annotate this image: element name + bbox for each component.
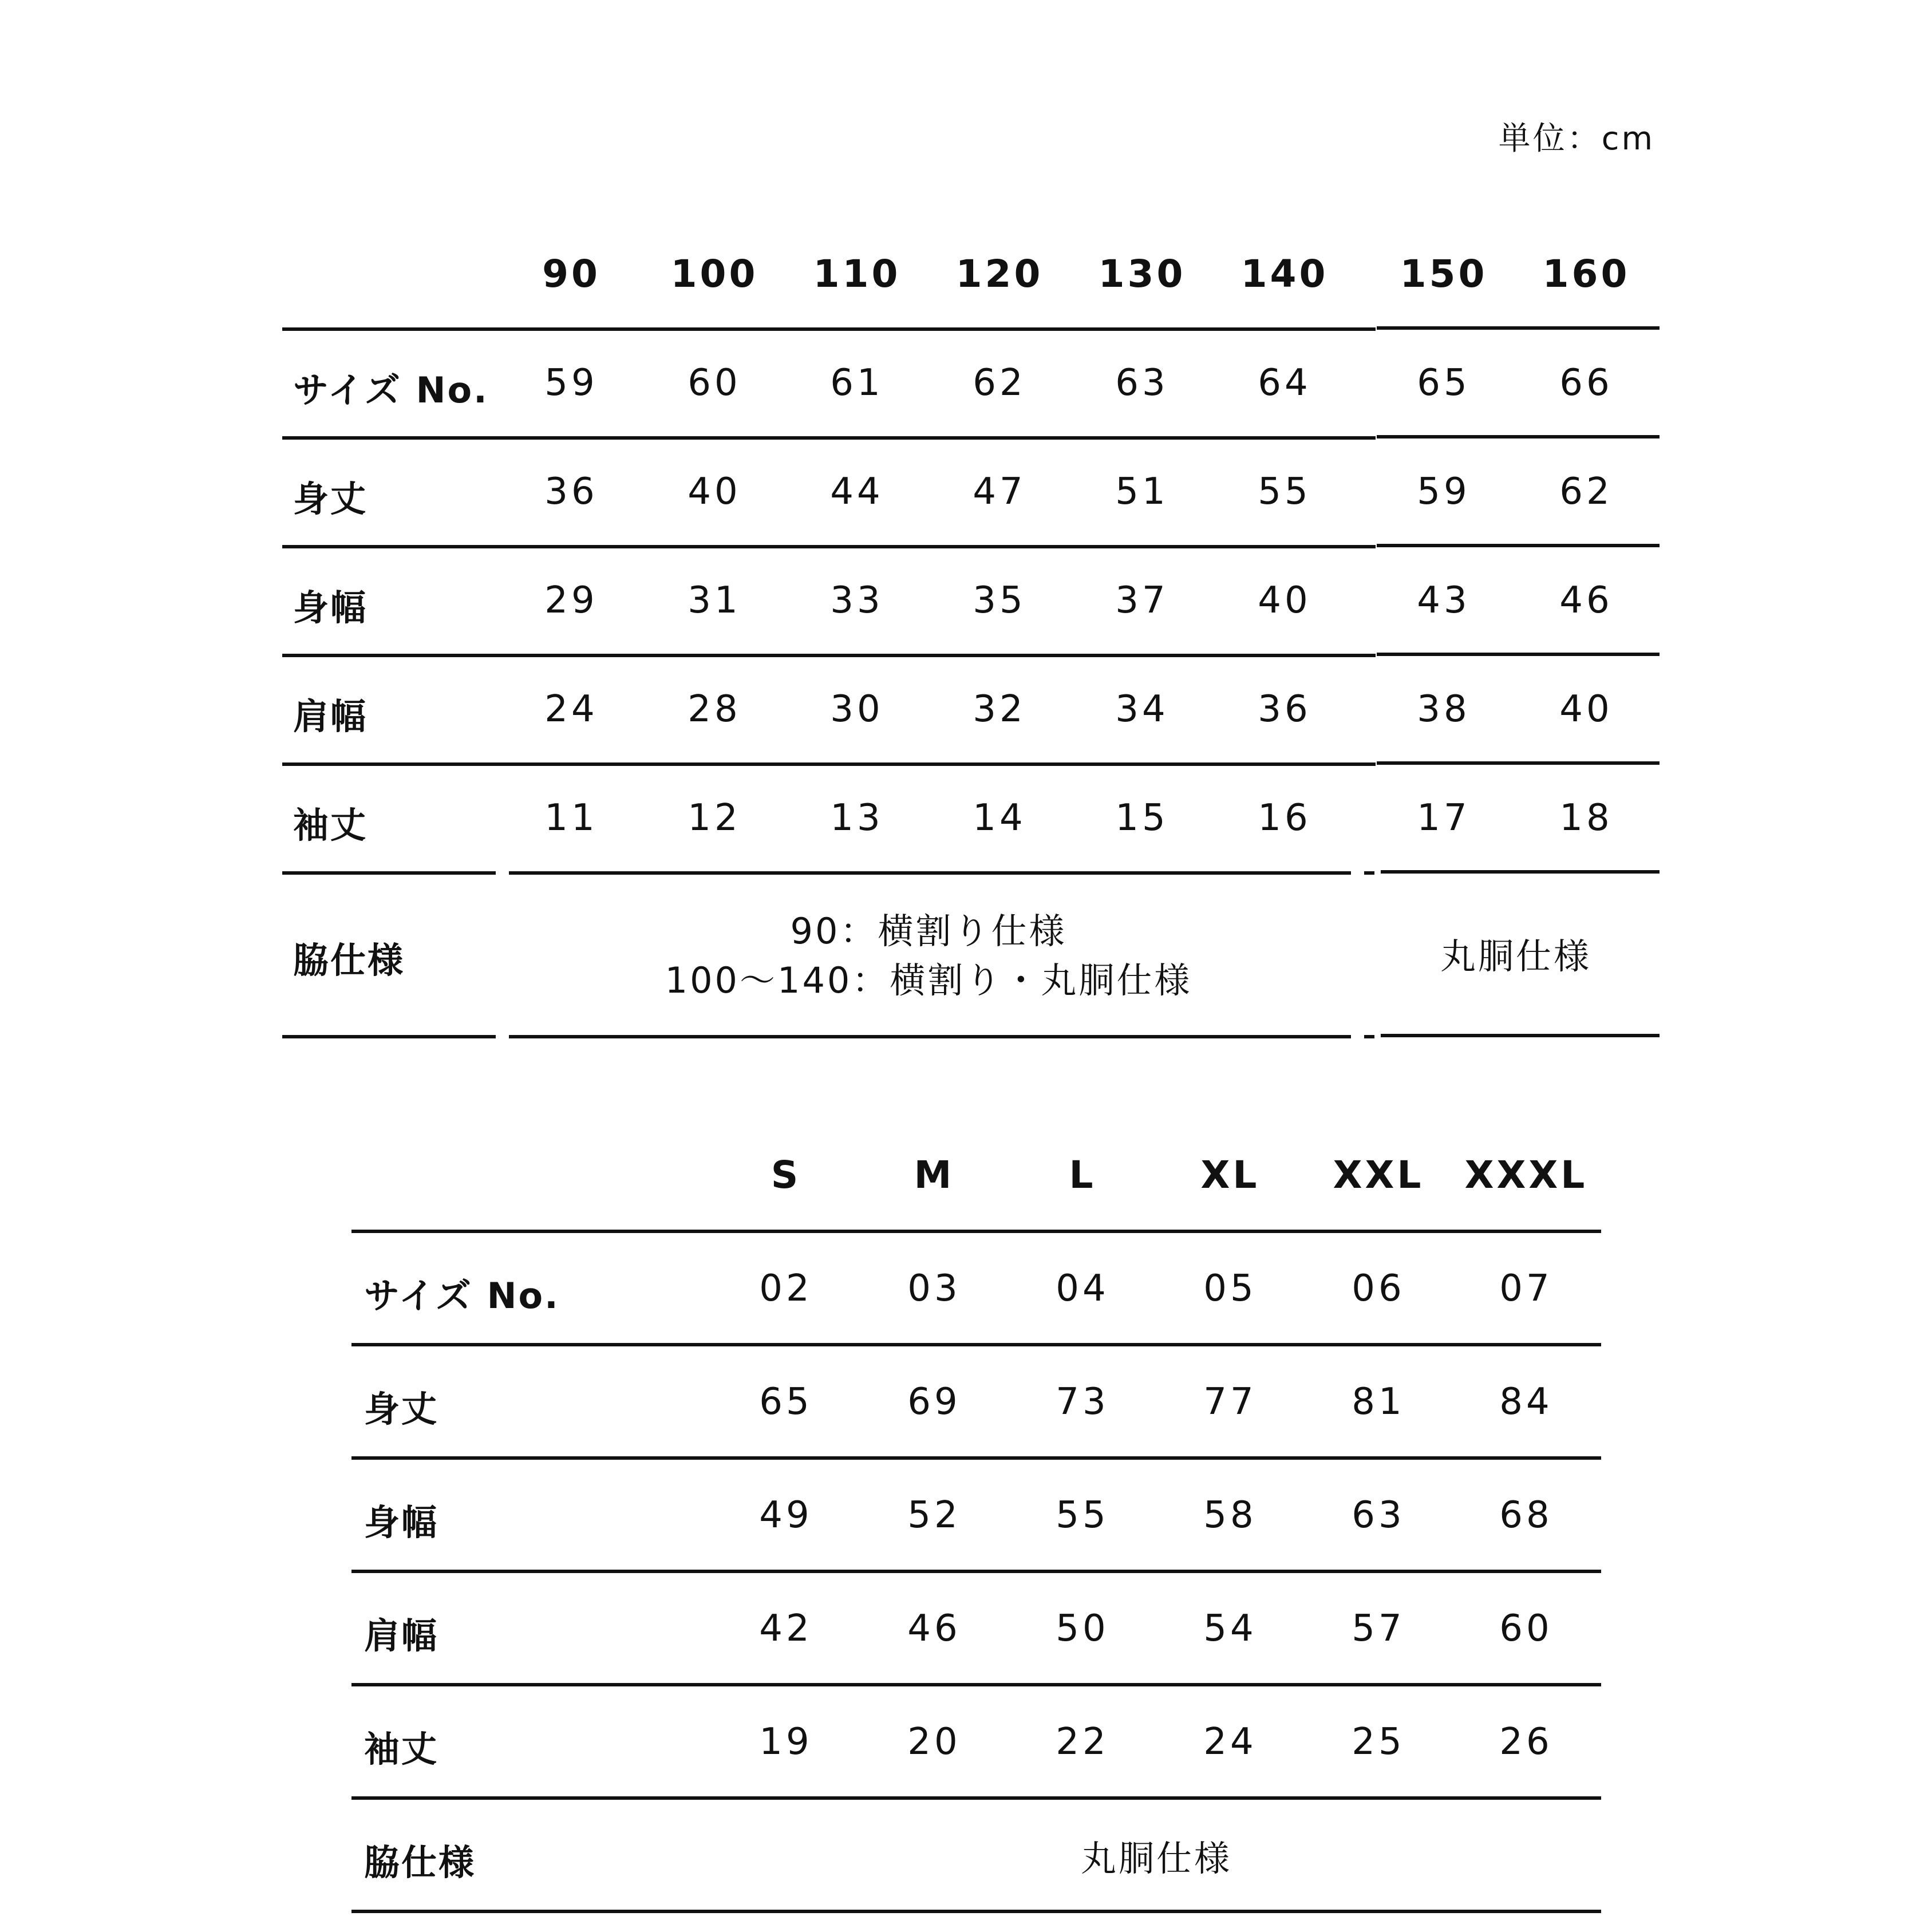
adult-table-rule bbox=[351, 1910, 1601, 1913]
kids-cell: 66 bbox=[1559, 362, 1613, 404]
kids-size-header: 110 bbox=[813, 252, 901, 296]
kids-cell: 30 bbox=[830, 688, 884, 730]
kids-size-header: 160 bbox=[1542, 252, 1630, 296]
adult-size-header: XL bbox=[1200, 1153, 1260, 1197]
kids-cell: 47 bbox=[973, 471, 1026, 513]
kids-cell: 18 bbox=[1559, 797, 1613, 839]
kids-cell: 28 bbox=[688, 688, 741, 730]
adult-cell: 46 bbox=[907, 1607, 961, 1650]
adult-cell: 24 bbox=[1203, 1721, 1257, 1763]
adult-size-header: XXXL bbox=[1464, 1153, 1588, 1197]
kids-table-rule bbox=[1381, 870, 1660, 874]
kids-table-rule bbox=[282, 762, 1376, 766]
kids-cell: 31 bbox=[688, 579, 741, 622]
kids-size-header: 150 bbox=[1400, 252, 1488, 296]
kids-cell: 43 bbox=[1417, 579, 1471, 622]
kids-row-label: 袖丈 bbox=[293, 804, 368, 846]
adult-cell: 20 bbox=[907, 1721, 961, 1763]
adult-cell: 07 bbox=[1499, 1267, 1553, 1310]
adult-cell: 81 bbox=[1352, 1381, 1405, 1423]
adult-table-rule bbox=[351, 1796, 1601, 1800]
adult-cell: 63 bbox=[1352, 1494, 1405, 1536]
kids-cell: 35 bbox=[973, 579, 1026, 622]
kids-cell: 14 bbox=[973, 797, 1026, 839]
kids-table-rule bbox=[282, 871, 496, 875]
kids-cell: 63 bbox=[1115, 362, 1169, 404]
kids-cell: 44 bbox=[830, 471, 884, 513]
adult-cell: 25 bbox=[1352, 1721, 1405, 1763]
kids-cell: 36 bbox=[1258, 688, 1311, 730]
kids-table-rule bbox=[1377, 761, 1660, 765]
kids-size-header: 120 bbox=[955, 252, 1044, 296]
adult-table-rule bbox=[351, 1230, 1601, 1233]
kids-table-rule bbox=[1364, 871, 1374, 875]
adult-side-spec-note: 丸胴仕様 bbox=[1080, 1838, 1232, 1879]
kids-cell: 40 bbox=[1258, 579, 1311, 622]
kids-table-rule bbox=[1364, 1035, 1374, 1038]
adult-cell: 05 bbox=[1203, 1267, 1257, 1310]
adult-cell: 55 bbox=[1056, 1494, 1109, 1536]
adult-cell: 65 bbox=[759, 1381, 813, 1423]
kids-row-label: 肩幅 bbox=[293, 696, 368, 737]
kids-cell: 61 bbox=[830, 362, 884, 404]
adult-cell: 02 bbox=[759, 1267, 813, 1310]
kids-size-header: 100 bbox=[670, 252, 758, 296]
adult-cell: 69 bbox=[907, 1381, 961, 1423]
adult-table-rule bbox=[351, 1456, 1601, 1460]
adult-table-rule bbox=[351, 1570, 1601, 1573]
adult-cell: 57 bbox=[1352, 1607, 1405, 1650]
adult-cell: 60 bbox=[1499, 1607, 1553, 1650]
kids-table-rule bbox=[1377, 435, 1660, 438]
adult-size-header: S bbox=[771, 1153, 801, 1197]
kids-row-label: 身幅 bbox=[293, 587, 368, 629]
kids-cell: 13 bbox=[830, 797, 884, 839]
kids-side-spec-line1: 90：横割り仕様 bbox=[790, 910, 1067, 952]
kids-cell: 12 bbox=[688, 797, 741, 839]
kids-cell: 64 bbox=[1258, 362, 1311, 404]
adult-cell: 03 bbox=[907, 1267, 961, 1310]
kids-table-rule bbox=[509, 1035, 1351, 1038]
kids-table-rule bbox=[1377, 653, 1660, 656]
kids-cell: 11 bbox=[544, 797, 598, 839]
kids-size-header: 130 bbox=[1098, 252, 1186, 296]
adult-cell: 26 bbox=[1499, 1721, 1553, 1763]
unit-label: 単位：cm bbox=[1498, 120, 1655, 157]
kids-row-label: 身丈 bbox=[293, 478, 368, 520]
adult-cell: 06 bbox=[1352, 1267, 1405, 1310]
kids-table-rule bbox=[1377, 326, 1660, 330]
kids-cell: 62 bbox=[1559, 471, 1613, 513]
kids-size-header: 90 bbox=[542, 252, 600, 296]
kids-cell: 16 bbox=[1258, 797, 1311, 839]
kids-table-rule bbox=[1381, 1034, 1660, 1037]
adult-row-label: サイズ No. bbox=[364, 1275, 560, 1317]
kids-cell: 38 bbox=[1417, 688, 1471, 730]
kids-cell: 32 bbox=[973, 688, 1026, 730]
kids-cell: 17 bbox=[1417, 797, 1471, 839]
kids-table-rule bbox=[282, 654, 1376, 657]
adult-cell: 22 bbox=[1056, 1721, 1109, 1763]
adult-row-label: 身幅 bbox=[364, 1502, 439, 1543]
kids-table-rule bbox=[282, 1035, 496, 1038]
kids-cell: 55 bbox=[1258, 471, 1311, 513]
adult-size-header: M bbox=[914, 1153, 955, 1197]
kids-table-rule bbox=[282, 327, 1376, 331]
adult-cell: 52 bbox=[907, 1494, 961, 1536]
adult-cell: 77 bbox=[1203, 1381, 1257, 1423]
adult-cell: 19 bbox=[759, 1721, 813, 1763]
kids-side-spec-line2: 100〜140：横割り・丸胴仕様 bbox=[665, 959, 1192, 1001]
kids-side-spec-right: 丸胴仕様 bbox=[1440, 935, 1592, 977]
kids-side-spec-note bbox=[665, 907, 1192, 1005]
kids-side-spec-label: 脇仕様 bbox=[293, 939, 405, 981]
adult-cell: 68 bbox=[1499, 1494, 1553, 1536]
kids-cell: 37 bbox=[1115, 579, 1169, 622]
kids-size-header: 140 bbox=[1240, 252, 1329, 296]
adult-side-spec-label: 脇仕様 bbox=[364, 1842, 476, 1883]
adult-cell: 84 bbox=[1499, 1381, 1553, 1423]
kids-cell: 65 bbox=[1417, 362, 1471, 404]
adult-cell: 50 bbox=[1056, 1607, 1109, 1650]
adult-cell: 54 bbox=[1203, 1607, 1257, 1650]
kids-row-label: サイズ No. bbox=[293, 369, 489, 411]
adult-cell: 04 bbox=[1056, 1267, 1109, 1310]
kids-table-rule bbox=[1377, 544, 1660, 547]
kids-cell: 40 bbox=[688, 471, 741, 513]
adult-cell: 73 bbox=[1056, 1381, 1109, 1423]
kids-cell: 59 bbox=[1417, 471, 1471, 513]
adult-cell: 42 bbox=[759, 1607, 813, 1650]
kids-cell: 46 bbox=[1559, 579, 1613, 622]
adult-size-header: L bbox=[1069, 1153, 1096, 1197]
kids-cell: 36 bbox=[544, 471, 598, 513]
kids-cell: 59 bbox=[544, 362, 598, 404]
adult-cell: 49 bbox=[759, 1494, 813, 1536]
kids-cell: 15 bbox=[1115, 797, 1169, 839]
adult-table-rule bbox=[351, 1343, 1601, 1346]
adult-row-label: 身丈 bbox=[364, 1388, 439, 1430]
kids-cell: 33 bbox=[830, 579, 884, 622]
kids-cell: 34 bbox=[1115, 688, 1169, 730]
kids-cell: 24 bbox=[544, 688, 598, 730]
adult-size-header: XXL bbox=[1333, 1153, 1424, 1197]
adult-table-rule bbox=[351, 1683, 1601, 1686]
adult-row-label: 袖丈 bbox=[364, 1728, 439, 1770]
kids-table-rule bbox=[282, 436, 1376, 440]
kids-cell: 40 bbox=[1559, 688, 1613, 730]
kids-cell: 29 bbox=[544, 579, 598, 622]
kids-cell: 60 bbox=[688, 362, 741, 404]
kids-cell: 62 bbox=[973, 362, 1026, 404]
adult-row-label: 肩幅 bbox=[364, 1615, 439, 1657]
adult-cell: 58 bbox=[1203, 1494, 1257, 1536]
kids-table-rule bbox=[282, 545, 1376, 548]
kids-table-rule bbox=[509, 871, 1351, 875]
kids-cell: 51 bbox=[1115, 471, 1169, 513]
